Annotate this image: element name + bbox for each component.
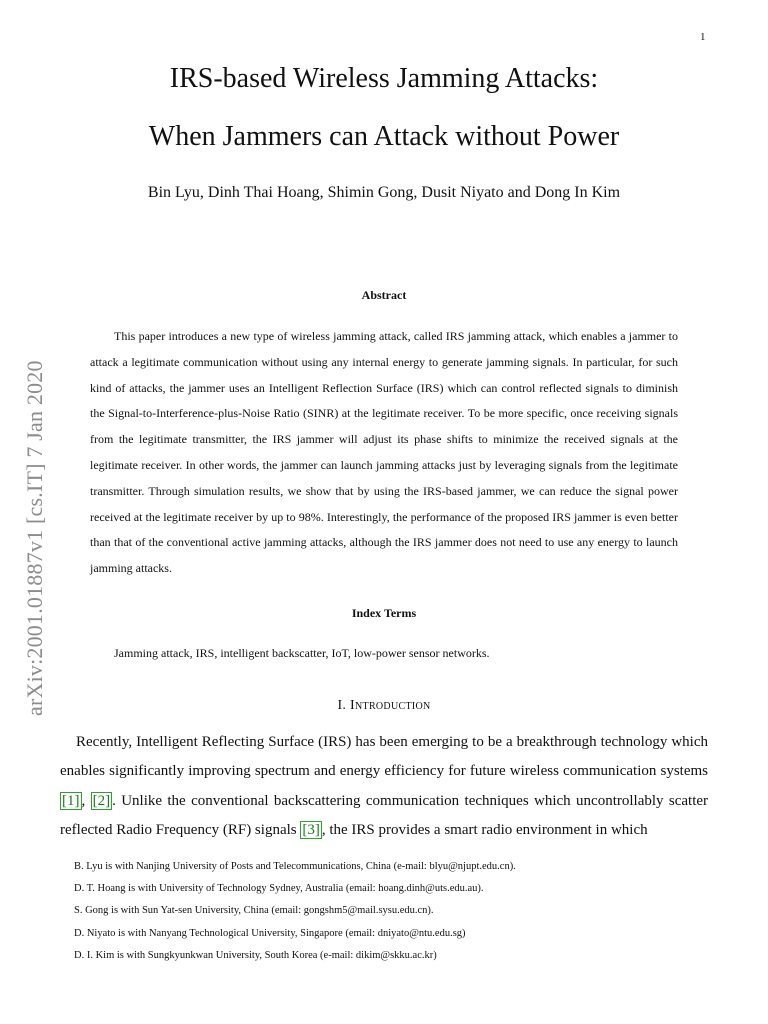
intro-text-part-4: , the IRS provides a smart radio environment in which — [321, 821, 648, 838]
footnote-kim: D. I. Kim is with Sungkyunkwan University, South Korea (e-mail: dikim@skku.ac.kr) — [74, 949, 437, 961]
section-heading-introduction — [60, 696, 708, 716]
abstract-heading: Abstract — [361, 288, 407, 302]
intro-text-part-3: . Unlike the conventional backscattering communication techniques which uncontrollably scatter reflected Radio Frequency (RF) signals — [60, 792, 709, 838]
author-affiliation-footnotes — [74, 856, 708, 967]
index-terms-text: Jamming attack, IRS, intelligent backscatter, IoT, low-power sensor networks. — [114, 646, 490, 660]
abstract-text: This paper introduces a new type of wireless jamming attack, called IRS jamming attack, which enables a jammer to attack a legitimate communication without using any internal energy to generate jamming signals. In particular, for such kind of attacks, the jammer uses an Intelligent Reflection Surface (IRS) which can control reflected signals to diminish the Signal-to-Interference-plus-Noise Ratio (SINR) at the legitimate receiver. To be more specific, once receiving signals from the legitimate transmitter, the IRS jammer will adjust its phase shifts to minimize the received signals at the legitimate receiver. In other words, the jammer can launch jamming attacks just by leveraging signals from the legitimate transmitter. Through simulation results, we show that by using the IRS-based jammer, we can reduce the signal power received at the legitimate receiver by up to 98%. Interestingly, the performance of the proposed IRS jammer is even better than that of the conventional active jamming attacks, although the IRS jammer does not need to use any energy to launch jamming attacks. — [90, 329, 678, 576]
paper-title-line-1: IRS-based Wireless Jamming Attacks: — [169, 63, 599, 94]
footnote-lyu: B. Lyu is with Nanjing University of Posts and Telecommunications, China (e-mail: blyu@njupt.edu.cn). — [74, 861, 516, 872]
index-terms-heading: Index Terms — [351, 606, 417, 620]
intro-text-part-2: , — [81, 792, 91, 809]
citation-link-1[interactable]: [1] — [62, 792, 80, 809]
section-number: I. — [337, 698, 347, 713]
footnote-gong: S. Gong is with Sun Yat-sen University, China (email: gongshm5@mail.sysu.edu.cn). — [74, 905, 434, 917]
paper-title-line-2: When Jammers can Attack without Power — [148, 121, 620, 152]
author-list: Bin Lyu, Dinh Thai Hoang, Shimin Gong, Dusit Niyato and Dong In Kim — [147, 184, 621, 201]
intro-text-part-1: Recently, Intelligent Reflecting Surface (IRS) has been emerging to be a breakthrough technology which enables significantly improving spectrum and energy efficiency for future wireless communication systems — [60, 734, 708, 780]
footnote-hoang: D. T. Hoang is with University of Technology Sydney, Australia (email: hoang.dinh@uts.edu.au). — [74, 883, 484, 895]
section-title: Introduction — [350, 698, 431, 713]
footnote-niyato: D. Niyato is with Nanyang Technological University, Singapore (email: dniyato@ntu.edu.sg) — [74, 927, 466, 939]
citation-link-3[interactable]: [3] — [302, 821, 320, 838]
page-number: 1 — [700, 31, 706, 43]
citation-link-2[interactable]: [2] — [92, 792, 111, 809]
introduction-paragraph — [60, 728, 708, 845]
arxiv-identifier[interactable]: arXiv:2001.01887v1 [cs.IT] 7 Jan 2020 — [22, 360, 47, 716]
